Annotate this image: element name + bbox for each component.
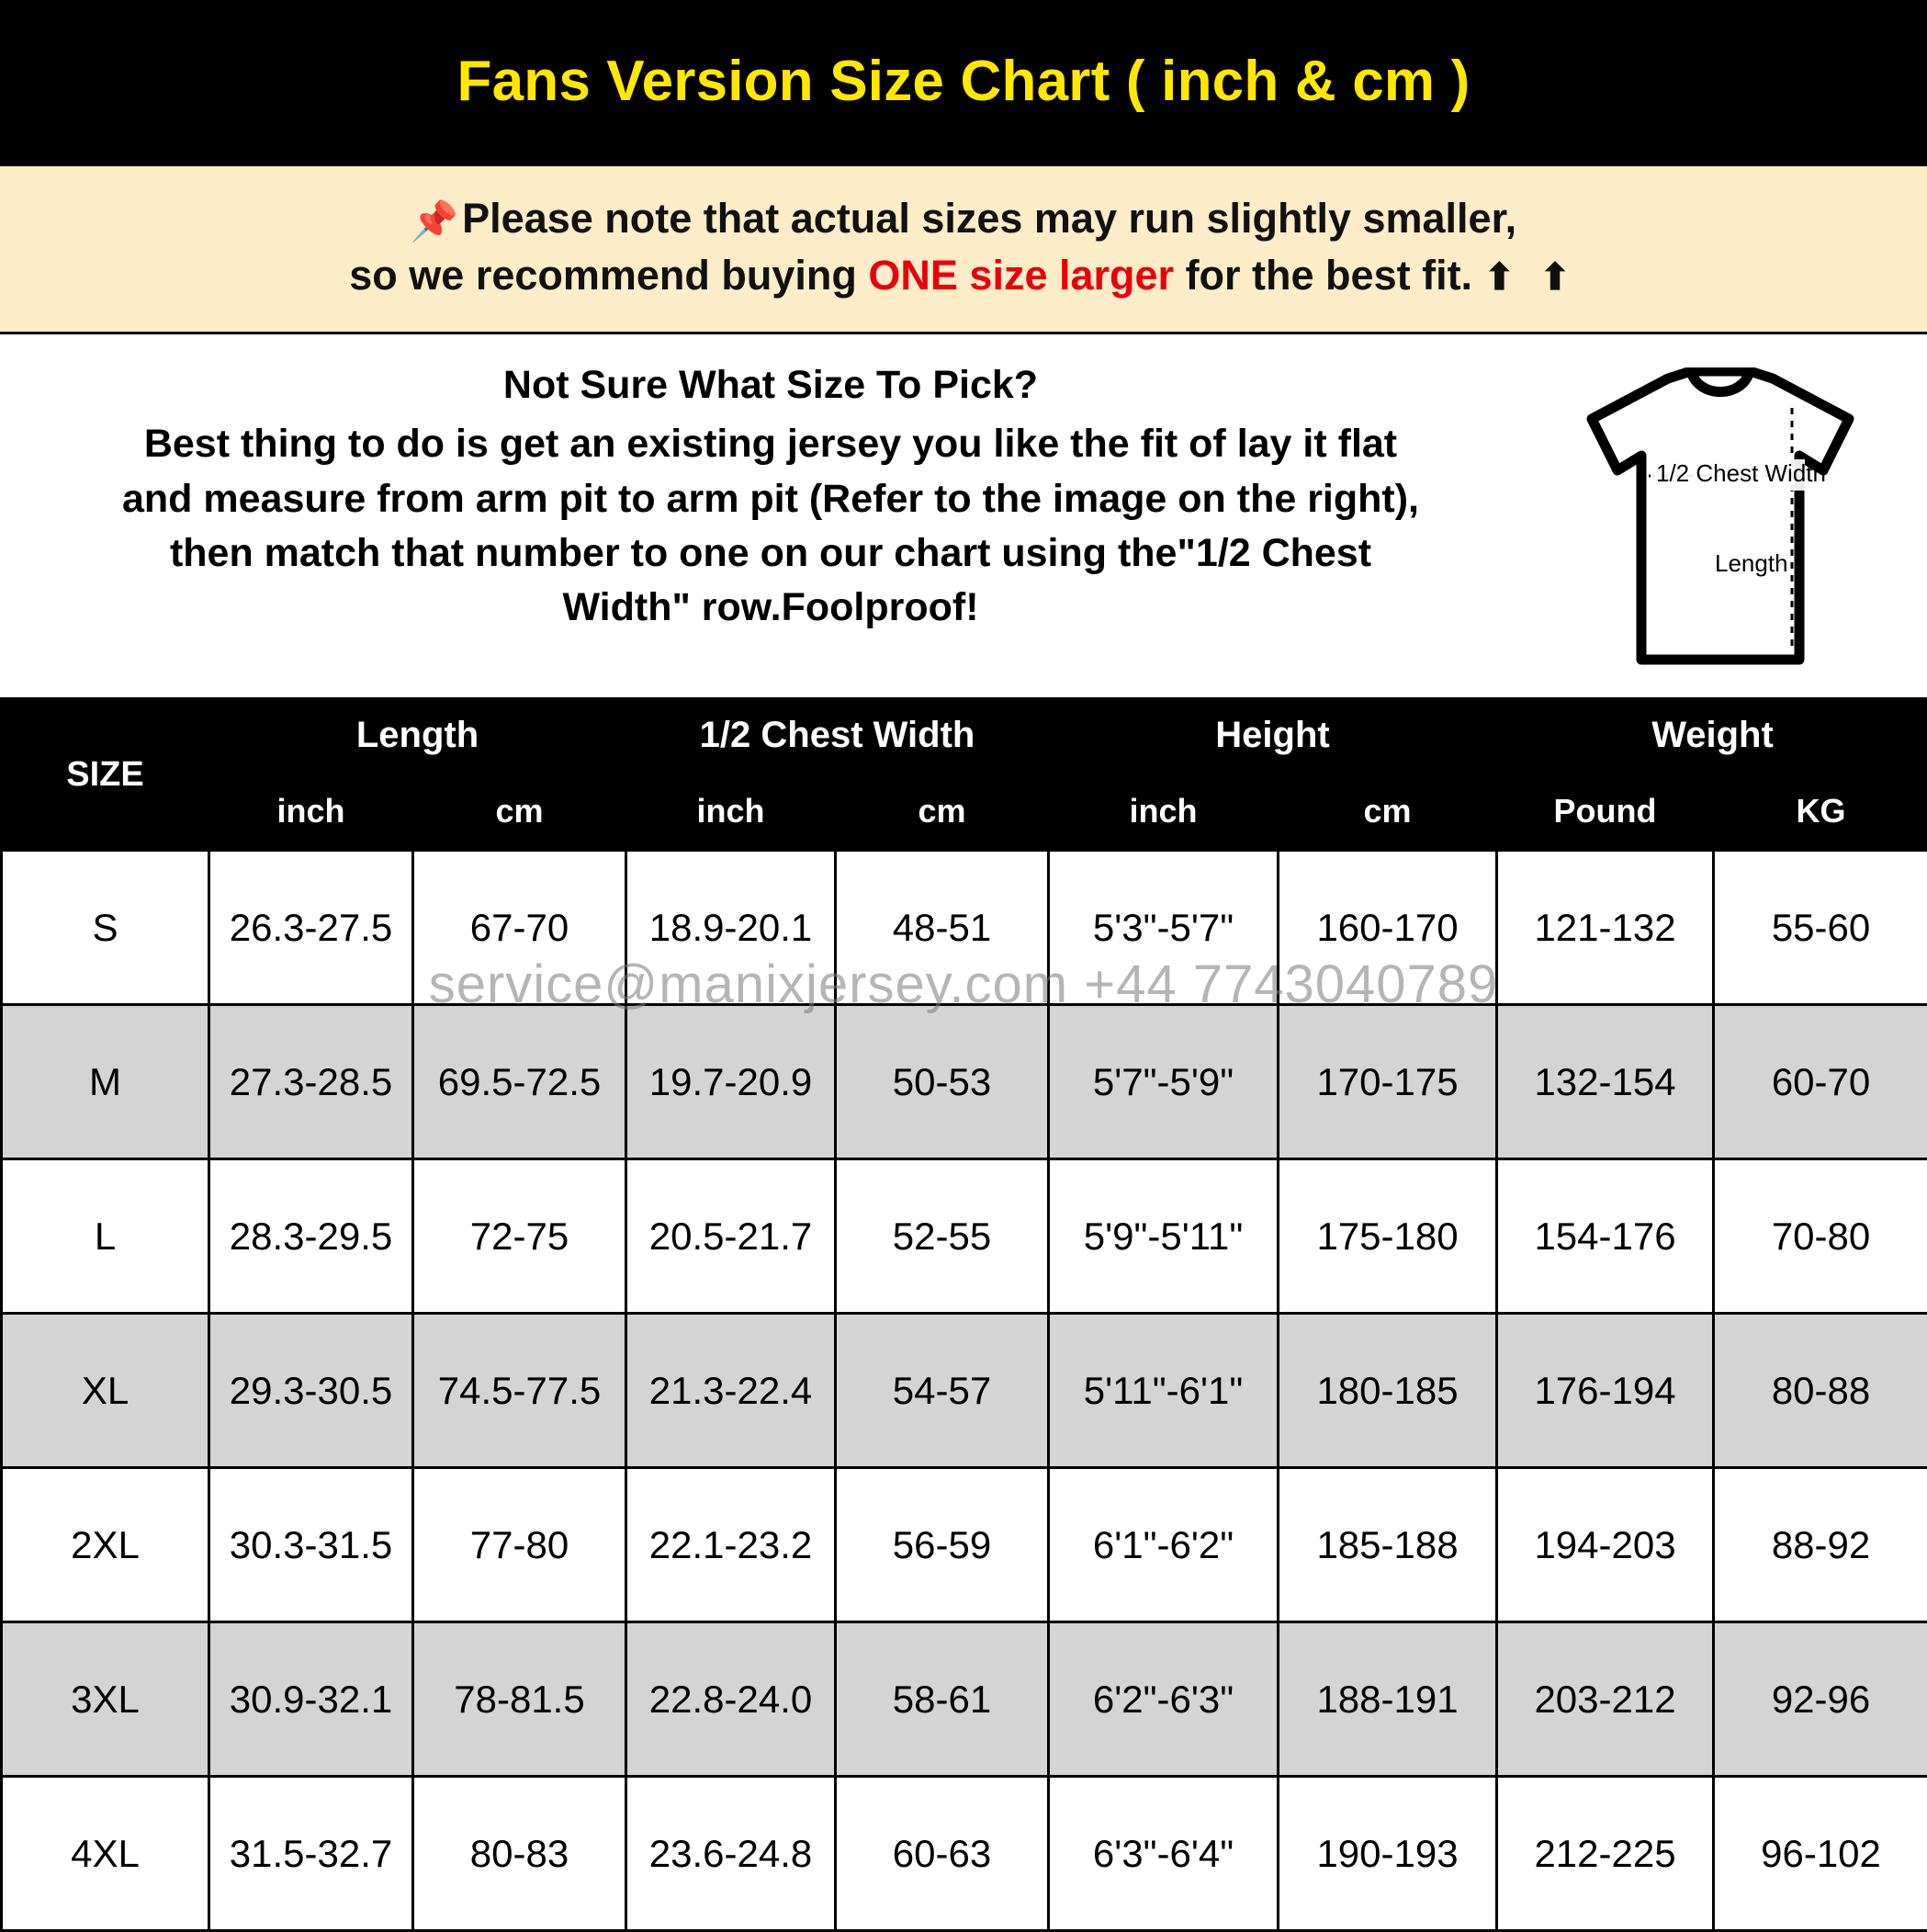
cell-weight-pound: 176-194 [1497,1314,1714,1468]
column-group-length: Length [209,699,626,773]
table-row [2,851,1927,1005]
table-row [2,1314,1927,1468]
cell-weight-kg: 55-60 [1714,851,1927,1005]
cell-length-inch: 29.3-30.5 [209,1314,413,1468]
cell-height-inch: 5'9"-5'11" [1049,1159,1279,1314]
cell-weight-kg: 80-88 [1714,1314,1927,1468]
note-line-2 [18,247,1909,304]
cell-length-cm: 67-70 [413,851,626,1005]
cell-size: XL [2,1314,209,1468]
cell-height-cm: 188-191 [1279,1622,1497,1777]
table-row [2,1777,1927,1931]
cell-length-inch: 28.3-29.5 [209,1159,413,1314]
note-line-1 [18,190,1909,247]
cell-weight-kg: 60-70 [1714,1005,1927,1159]
cell-chest-inch: 18.9-20.1 [626,851,836,1005]
advice-line-3: then match that number to one on our chart using the"1/2 Chest [169,530,1372,575]
cell-size: M [2,1005,209,1159]
advice-text-block [9,358,1523,635]
table-row [2,1005,1927,1159]
advice-heading: Not Sure What Size To Pick? [502,363,1039,408]
cell-height-cm: 170-175 [1279,1005,1497,1159]
table-row [2,1159,1927,1314]
cell-height-inch: 5'3"-5'7" [1049,851,1279,1005]
up-arrows-icon: ⬆ ⬆ [1483,257,1578,299]
table-body [2,851,1927,1931]
cell-height-cm: 185-188 [1279,1468,1497,1622]
cell-height-cm: 190-193 [1279,1777,1497,1931]
cell-weight-pound: 194-203 [1497,1468,1714,1622]
column-header-size: SIZE [2,699,209,851]
cell-length-inch: 30.3-31.5 [209,1468,413,1622]
cell-size: 2XL [2,1468,209,1622]
note-text-1: Please note that actual sizes may run slightly smaller, [462,195,1517,242]
column-group-height: Height [1049,699,1497,773]
cell-size: L [2,1159,209,1314]
cell-height-cm: 175-180 [1279,1159,1497,1314]
cell-chest-inch: 20.5-21.7 [626,1159,836,1314]
note-emphasis: ONE size larger [868,252,1175,299]
cell-height-inch: 5'11"-6'1" [1049,1314,1279,1468]
cell-weight-kg: 70-80 [1714,1159,1927,1314]
cell-height-inch: 6'2"-6'3" [1049,1622,1279,1777]
cell-length-cm: 77-80 [413,1468,626,1622]
cell-length-cm: 80-83 [413,1777,626,1931]
cell-weight-kg: 92-96 [1714,1622,1927,1777]
cell-weight-pound: 132-154 [1497,1005,1714,1159]
tshirt-diagram [1523,358,1918,671]
chest-width-label: 1/2 Chest Width [1656,459,1826,488]
cell-chest-inch: 23.6-24.8 [626,1777,836,1931]
advice-line-2: and measure from arm pit to arm pit (Refer to the image on the right), [121,476,1419,521]
column-header-height-cm: cm [1279,773,1497,851]
cell-height-inch: 6'3"-6'4" [1049,1777,1279,1931]
table-head [2,699,1927,851]
column-header-length-cm: cm [413,773,626,851]
cell-height-cm: 180-185 [1279,1314,1497,1468]
cell-height-inch: 5'7"-5'9" [1049,1005,1279,1159]
cell-height-inch: 6'1"-6'2" [1049,1468,1279,1622]
cell-weight-pound: 154-176 [1497,1159,1714,1314]
column-header-weight-pound: Pound [1497,773,1714,851]
column-header-length-inch: inch [209,773,413,851]
cell-chest-inch: 22.8-24.0 [626,1622,836,1777]
cell-chest-cm: 58-61 [836,1622,1049,1777]
cell-length-inch: 27.3-28.5 [209,1005,413,1159]
table-group-header-row [2,699,1927,773]
column-group-chest-width: 1/2 Chest Width [626,699,1049,773]
length-label: Length [1715,549,1788,578]
title-banner [0,0,1927,164]
cell-length-cm: 74.5-77.5 [413,1314,626,1468]
cell-weight-pound: 203-212 [1497,1622,1714,1777]
table-unit-header-row [2,773,1927,851]
column-header-chest-inch: inch [626,773,836,851]
cell-size: 3XL [2,1622,209,1777]
advice-section [0,334,1927,697]
column-header-height-inch: inch [1049,773,1279,851]
watermark: service@manixjersey.com +44 7743040789 [428,955,1499,1014]
table-row [2,1468,1927,1622]
cell-chest-inch: 21.3-22.4 [626,1314,836,1468]
tshirt-icon [1573,367,1867,671]
advice-line-1: Best thing to do is get an existing jersey you like the fit of lay it flat [143,422,1398,467]
cell-weight-kg: 88-92 [1714,1468,1927,1622]
cell-chest-inch: 19.7-20.9 [626,1005,836,1159]
advice-line-4: Width" row.Foolproof! [562,585,979,630]
cell-weight-kg: 96-102 [1714,1777,1927,1931]
cell-chest-cm: 52-55 [836,1159,1049,1314]
cell-weight-pound: 121-132 [1497,851,1714,1005]
cell-chest-cm: 56-59 [836,1468,1049,1622]
cell-length-cm: 78-81.5 [413,1622,626,1777]
cell-chest-inch: 22.1-23.2 [626,1468,836,1622]
pushpin-icon: 📌 [410,199,459,243]
cell-chest-cm: 54-57 [836,1314,1049,1468]
note-text-2a: so we recommend buying [349,252,869,299]
cell-chest-cm: 50-53 [836,1005,1049,1159]
cell-length-cm: 69.5-72.5 [413,1005,626,1159]
cell-length-inch: 26.3-27.5 [209,851,413,1005]
cell-chest-cm: 60-63 [836,1777,1049,1931]
page-title: Fans Version Size Chart ( inch & cm ) [456,49,1471,113]
column-header-chest-cm: cm [836,773,1049,851]
cell-length-inch: 30.9-32.1 [209,1622,413,1777]
cell-chest-cm: 48-51 [836,851,1049,1005]
table-row [2,1622,1927,1777]
cell-weight-pound: 212-225 [1497,1777,1714,1931]
cell-length-inch: 31.5-32.7 [209,1777,413,1931]
cell-size: S [2,851,209,1005]
column-group-weight: Weight [1497,699,1927,773]
note-text-2b: for the best fit. [1174,252,1484,299]
size-table [0,697,1927,1932]
cell-size: 4XL [2,1777,209,1931]
column-header-weight-kg: KG [1714,773,1927,851]
cell-height-cm: 160-170 [1279,851,1497,1005]
cell-length-cm: 72-75 [413,1159,626,1314]
note-band [0,164,1927,334]
